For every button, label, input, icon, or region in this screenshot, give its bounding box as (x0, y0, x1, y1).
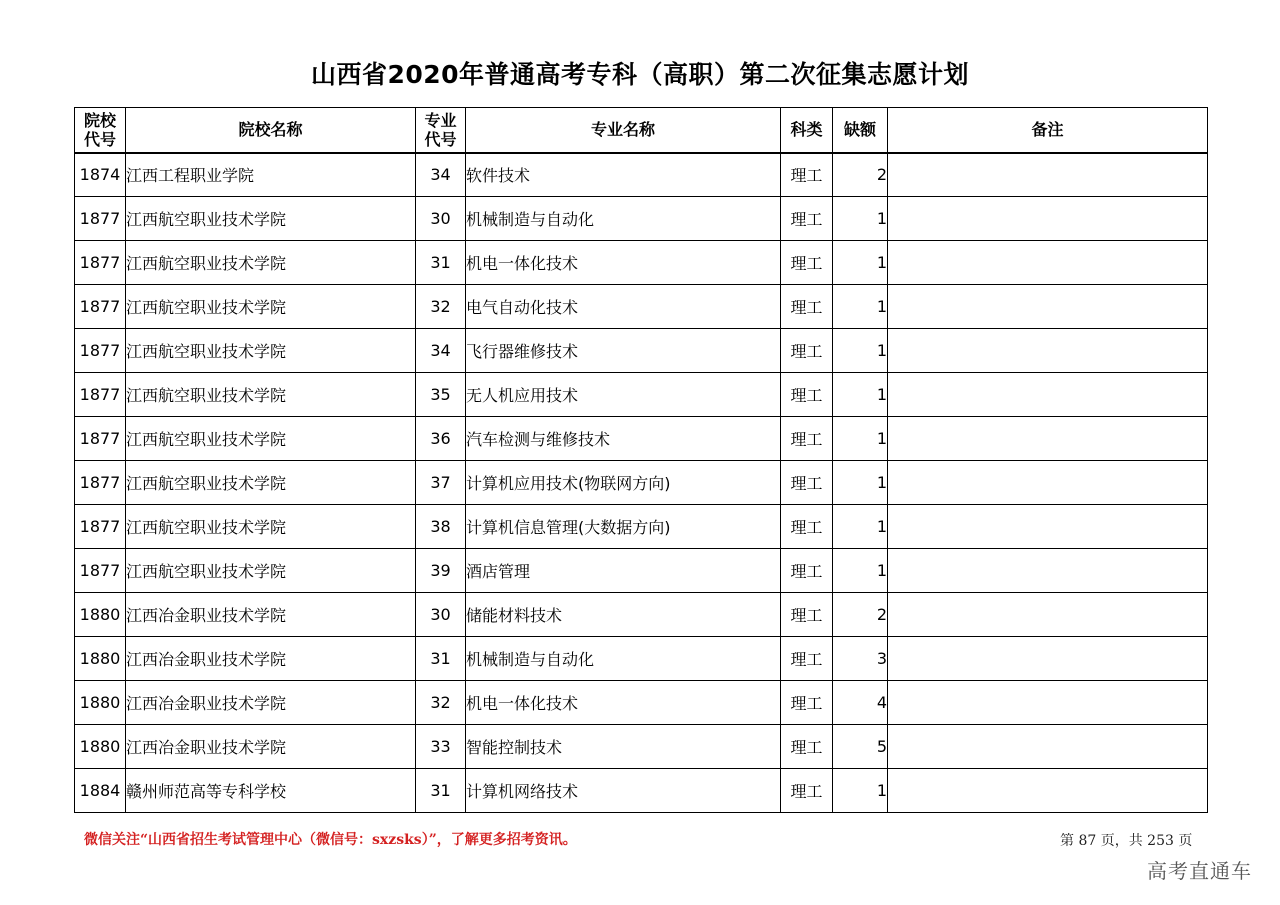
major-code-cell: 30 (416, 197, 466, 241)
quota-cell: 4 (833, 681, 888, 725)
school-code-cell: 1877 (75, 197, 126, 241)
category-cell: 理工 (781, 593, 833, 637)
note-cell (888, 417, 1208, 461)
category-cell: 理工 (781, 417, 833, 461)
header-major-code: 专业 代号 (416, 108, 466, 153)
header-school-code: 院校 代号 (75, 108, 126, 153)
major-name-cell: 电气自动化技术 (466, 285, 781, 329)
major-name-cell: 计算机应用技术(物联网方向) (466, 461, 781, 505)
note-cell (888, 681, 1208, 725)
school-code-cell: 1877 (75, 461, 126, 505)
watermark: 高考直通车 (1147, 859, 1252, 883)
major-code-cell: 37 (416, 461, 466, 505)
table-row (75, 461, 1208, 505)
school-name-cell: 江西航空职业技术学院 (126, 285, 416, 329)
header-category: 科类 (781, 108, 833, 153)
major-code-cell: 31 (416, 769, 466, 813)
school-code-cell: 1877 (75, 373, 126, 417)
school-code-cell: 1884 (75, 769, 126, 813)
page-number: 第 87 页，共 253 页 (1060, 833, 1193, 849)
school-code-cell: 1877 (75, 549, 126, 593)
school-code-cell: 1877 (75, 241, 126, 285)
quota-cell: 1 (833, 241, 888, 285)
category-cell: 理工 (781, 681, 833, 725)
table-row (75, 549, 1208, 593)
header-school-name: 院校名称 (126, 108, 416, 153)
quota-cell: 1 (833, 549, 888, 593)
category-cell: 理工 (781, 549, 833, 593)
quota-cell: 1 (833, 769, 888, 813)
school-name-cell: 江西冶金职业技术学院 (126, 637, 416, 681)
note-cell (888, 593, 1208, 637)
major-name-cell: 软件技术 (466, 153, 781, 197)
page-title: 山西省2020年普通高考专科（高职）第二次征集志愿计划 (310, 60, 970, 89)
school-name-cell: 江西航空职业技术学院 (126, 329, 416, 373)
table-header-row (75, 108, 1208, 153)
table-row (75, 725, 1208, 769)
school-code-cell: 1880 (75, 637, 126, 681)
major-code-cell: 33 (416, 725, 466, 769)
wechat-notice: 微信关注“山西省招生考试管理中心（微信号：sxzsks）”，了解更多招考资讯。 (84, 832, 577, 848)
quota-cell: 1 (833, 197, 888, 241)
header-major-name: 专业名称 (466, 108, 781, 153)
note-cell (888, 197, 1208, 241)
header-note: 备注 (888, 108, 1208, 153)
quota-cell: 1 (833, 417, 888, 461)
table-row (75, 681, 1208, 725)
major-code-cell: 30 (416, 593, 466, 637)
category-cell: 理工 (781, 725, 833, 769)
school-code-cell: 1877 (75, 417, 126, 461)
major-name-cell: 机械制造与自动化 (466, 197, 781, 241)
major-name-cell: 无人机应用技术 (466, 373, 781, 417)
table-row (75, 241, 1208, 285)
major-code-cell: 34 (416, 153, 466, 197)
major-name-cell: 机械制造与自动化 (466, 637, 781, 681)
quota-cell: 3 (833, 637, 888, 681)
major-code-cell: 36 (416, 417, 466, 461)
school-code-cell: 1880 (75, 725, 126, 769)
major-name-cell: 酒店管理 (466, 549, 781, 593)
school-code-cell: 1877 (75, 285, 126, 329)
major-code-cell: 38 (416, 505, 466, 549)
major-code-cell: 32 (416, 285, 466, 329)
major-code-cell: 31 (416, 637, 466, 681)
category-cell: 理工 (781, 637, 833, 681)
school-code-cell: 1877 (75, 505, 126, 549)
quota-cell: 5 (833, 725, 888, 769)
note-cell (888, 549, 1208, 593)
category-cell: 理工 (781, 373, 833, 417)
school-name-cell: 江西航空职业技术学院 (126, 549, 416, 593)
school-name-cell: 江西航空职业技术学院 (126, 373, 416, 417)
table-row (75, 285, 1208, 329)
major-name-cell: 飞行器维修技术 (466, 329, 781, 373)
quota-cell: 1 (833, 505, 888, 549)
category-cell: 理工 (781, 241, 833, 285)
quota-cell: 1 (833, 373, 888, 417)
major-code-cell: 39 (416, 549, 466, 593)
quota-cell: 2 (833, 593, 888, 637)
note-cell (888, 461, 1208, 505)
school-name-cell: 江西航空职业技术学院 (126, 461, 416, 505)
enrollment-plan-table (74, 107, 1208, 813)
major-code-cell: 32 (416, 681, 466, 725)
table-row (75, 197, 1208, 241)
school-name-cell: 江西冶金职业技术学院 (126, 593, 416, 637)
table-row (75, 153, 1208, 197)
category-cell: 理工 (781, 769, 833, 813)
category-cell: 理工 (781, 285, 833, 329)
quota-cell: 1 (833, 461, 888, 505)
quota-cell: 2 (833, 153, 888, 197)
major-name-cell: 汽车检测与维修技术 (466, 417, 781, 461)
table-row (75, 373, 1208, 417)
note-cell (888, 637, 1208, 681)
school-name-cell: 江西航空职业技术学院 (126, 241, 416, 285)
note-cell (888, 373, 1208, 417)
category-cell: 理工 (781, 329, 833, 373)
category-cell: 理工 (781, 197, 833, 241)
note-cell (888, 241, 1208, 285)
quota-cell: 1 (833, 329, 888, 373)
table-row (75, 505, 1208, 549)
school-code-cell: 1877 (75, 329, 126, 373)
major-name-cell: 计算机信息管理(大数据方向) (466, 505, 781, 549)
note-cell (888, 769, 1208, 813)
major-code-cell: 35 (416, 373, 466, 417)
note-cell (888, 285, 1208, 329)
category-cell: 理工 (781, 505, 833, 549)
school-name-cell: 江西冶金职业技术学院 (126, 681, 416, 725)
table-row (75, 769, 1208, 813)
note-cell (888, 329, 1208, 373)
major-name-cell: 机电一体化技术 (466, 681, 781, 725)
table-row (75, 329, 1208, 373)
table-row (75, 417, 1208, 461)
school-code-cell: 1874 (75, 153, 126, 197)
note-cell (888, 505, 1208, 549)
note-cell (888, 153, 1208, 197)
school-name-cell: 江西冶金职业技术学院 (126, 725, 416, 769)
school-name-cell: 江西航空职业技术学院 (126, 505, 416, 549)
quota-cell: 1 (833, 285, 888, 329)
major-name-cell: 储能材料技术 (466, 593, 781, 637)
school-name-cell: 赣州师范高等专科学校 (126, 769, 416, 813)
school-name-cell: 江西航空职业技术学院 (126, 417, 416, 461)
major-code-cell: 34 (416, 329, 466, 373)
note-cell (888, 725, 1208, 769)
table-row (75, 637, 1208, 681)
school-name-cell: 江西航空职业技术学院 (126, 197, 416, 241)
school-code-cell: 1880 (75, 593, 126, 637)
major-name-cell: 智能控制技术 (466, 725, 781, 769)
major-name-cell: 计算机网络技术 (466, 769, 781, 813)
school-name-cell: 江西工程职业学院 (126, 153, 416, 197)
major-code-cell: 31 (416, 241, 466, 285)
category-cell: 理工 (781, 461, 833, 505)
major-name-cell: 机电一体化技术 (466, 241, 781, 285)
category-cell: 理工 (781, 153, 833, 197)
table-row (75, 593, 1208, 637)
header-quota: 缺额 (833, 108, 888, 153)
school-code-cell: 1880 (75, 681, 126, 725)
